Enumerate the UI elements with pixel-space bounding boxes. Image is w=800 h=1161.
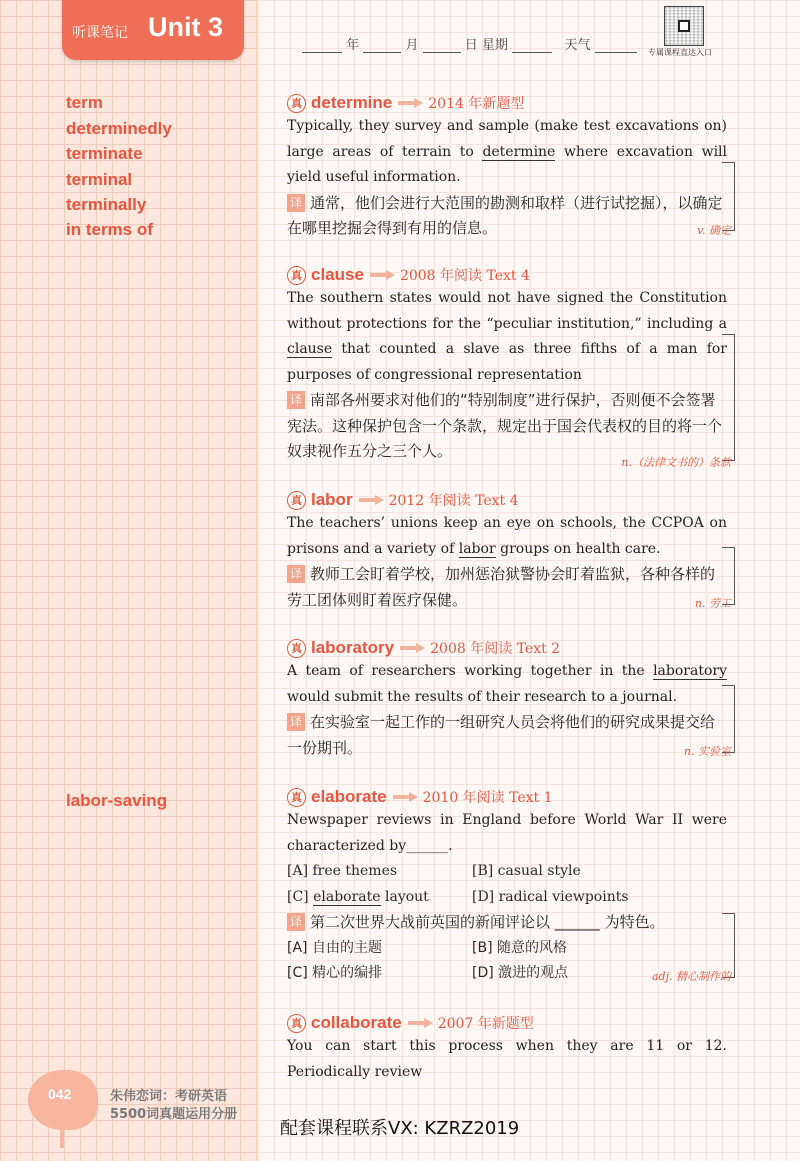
option-c-zh: [C] 精心的编排 <box>287 965 383 981</box>
definition-gloss: n. 劳工 <box>694 597 731 610</box>
entry-clause <box>287 264 731 469</box>
definition-gloss: n.（法律文书的）条款 <box>621 456 731 469</box>
related-word: term <box>66 93 103 112</box>
unit-tab <box>62 0 244 60</box>
option-b: [B] casual style <box>472 863 581 879</box>
entry-laboratory <box>287 637 731 761</box>
exam-source: 2008 年阅读 Text 4 <box>399 268 530 284</box>
definition-gloss: n. 实验室 <box>683 745 731 758</box>
book-title-line1: 朱伟恋词：考研英语 <box>110 1089 228 1104</box>
entry-elaborate <box>287 786 731 987</box>
qr-code-icon[interactable] <box>664 6 704 46</box>
exam-badge-icon: 真 <box>287 491 306 510</box>
translation-badge-icon: 译 <box>287 913 305 931</box>
related-word: in terms of <box>66 220 153 239</box>
translation-badge-icon: 译 <box>287 565 305 583</box>
book-title <box>110 1088 237 1124</box>
chinese-translation: 译 通常，他们会进行大范围的勘测和取样（进行试挖掘），以确定在哪里挖掘会得到有用的信息。 <box>287 193 723 237</box>
entry-header <box>287 264 727 286</box>
year-label: 年 <box>346 38 360 53</box>
entry-header <box>287 1012 727 1034</box>
option-a: [A] free themes <box>287 863 398 879</box>
gloss-bracket <box>722 162 735 231</box>
tree-stem <box>60 1118 64 1148</box>
option-a-zh: [A] 自由的主题 <box>287 939 382 956</box>
page-number: 042 <box>48 1086 72 1102</box>
option-d: [D] radical viewpoints <box>472 888 629 905</box>
chinese-translation: 译 第二次世界大战前英国的新闻评论以 ______ 为特色。 <box>287 910 727 936</box>
keyword: laboratory <box>653 663 727 679</box>
arrow-icon <box>400 643 426 653</box>
entry-collaborate <box>287 1012 727 1085</box>
exam-source: 2010 年阅读 Text 1 <box>422 790 553 806</box>
headword: collaborate <box>311 1013 402 1032</box>
watermark: 配套课程联系VX: KZRZ2019 <box>280 1118 520 1139</box>
exam-badge-icon: 真 <box>287 94 306 113</box>
exam-source: 2012 年阅读 Text 4 <box>388 493 519 509</box>
arrow-icon <box>359 495 385 505</box>
exam-badge-icon: 真 <box>287 266 306 285</box>
month-label: 月 <box>405 38 419 53</box>
translation-badge-icon: 译 <box>287 194 305 212</box>
translation-badge-icon: 译 <box>287 391 305 409</box>
chinese-translation: 译 在实验室一起工作的一组研究人员会将他们的研究成果提交给一份期刊。 <box>287 713 716 757</box>
headword: elaborate <box>311 787 387 806</box>
english-sentence: The teachers’ unions keep an eye on schools, the CCPOA on prisons and a variety of labor groups on health care. <box>287 515 727 557</box>
exam-source: 2008 年阅读 Text 2 <box>430 641 561 657</box>
related-word: terminate <box>66 144 143 163</box>
book-title-line2: 5500词真题运用分册 <box>110 1107 238 1122</box>
related-word: terminally <box>66 195 147 214</box>
qr-label: 专属课程直达入口 <box>648 48 712 57</box>
entry-determine <box>287 92 731 242</box>
day-label: 日 <box>464 38 478 53</box>
keyword: determine <box>482 143 556 160</box>
translation-badge-icon: 译 <box>287 713 305 731</box>
note-label: 听课笔记 <box>72 25 128 41</box>
keyword: elaborate <box>313 888 381 905</box>
exam-badge-icon: 真 <box>287 639 306 658</box>
keyword: clause <box>287 341 333 357</box>
exam-badge-icon: 真 <box>287 788 306 807</box>
option-d-zh: [D] 激进的观点 <box>472 965 569 981</box>
entry-labor <box>287 489 731 613</box>
arrow-icon <box>408 1018 434 1028</box>
definition-gloss: v. 确定 <box>697 224 731 237</box>
english-sentence: You can start this process when they are 11 or 12. Periodically review <box>287 1038 727 1080</box>
weekday-label: 星期 <box>481 38 508 53</box>
exam-source: 2014 年新题型 <box>428 96 525 112</box>
option-b-zh: [B] 随意的风格 <box>472 939 567 956</box>
unit-title: Unit 3 <box>148 12 224 42</box>
chinese-translation: 译 教师工会盯着学校，加州惩治狱警协会盯着监狱，各种各样的劳工团体则盯着医疗保健。 <box>287 565 716 609</box>
headword: labor <box>311 490 353 509</box>
related-word: determinedly <box>66 119 172 138</box>
headword: laboratory <box>311 638 395 657</box>
weather-label: 天气 <box>564 38 591 53</box>
english-sentence: Typically, they survey and sample (make test excavations on) large areas of terrain to determine where excavation will yield useful information. <box>287 118 728 185</box>
arrow-icon <box>370 270 396 280</box>
headword: determine <box>311 93 393 112</box>
keyword: labor <box>458 540 496 557</box>
option-c: [C] elaborate layout <box>287 888 429 905</box>
related-word: labor-saving <box>66 791 168 810</box>
english-sentence: The southern states would not have signed the Constitution without protections for the “peculiar institution,” including a clause that counted a slave as three fifths of a man for purposes of congressional representation <box>287 290 727 383</box>
chinese-translation: 译 南部各州要求对他们的“特别制度”进行保护，否则便不会签署宪法。这种保护包含一个条款，规定出于国会代表权的目的将一个奴隶视作五分之三个人。 <box>287 391 723 460</box>
entry-header <box>287 92 727 114</box>
answer-options <box>287 859 727 910</box>
entry-header <box>287 637 727 659</box>
exam-source: 2007 年新题型 <box>437 1016 534 1032</box>
headword: clause <box>311 265 364 284</box>
related-word: terminal <box>66 170 133 189</box>
arrow-icon <box>393 792 419 802</box>
date-bar <box>302 34 637 53</box>
english-sentence: A team of researchers working together in the laboratory would submit the results of their research to a journal. <box>287 663 727 705</box>
definition-gloss: adj. 精心制作的 <box>651 970 731 983</box>
english-sentence: Newspaper reviews in England before World War II were characterized by______. <box>287 812 727 854</box>
exam-badge-icon: 真 <box>287 1014 306 1033</box>
gloss-bracket <box>722 334 735 461</box>
arrow-icon <box>398 98 424 108</box>
entry-header <box>287 489 727 511</box>
entry-header <box>287 786 727 808</box>
